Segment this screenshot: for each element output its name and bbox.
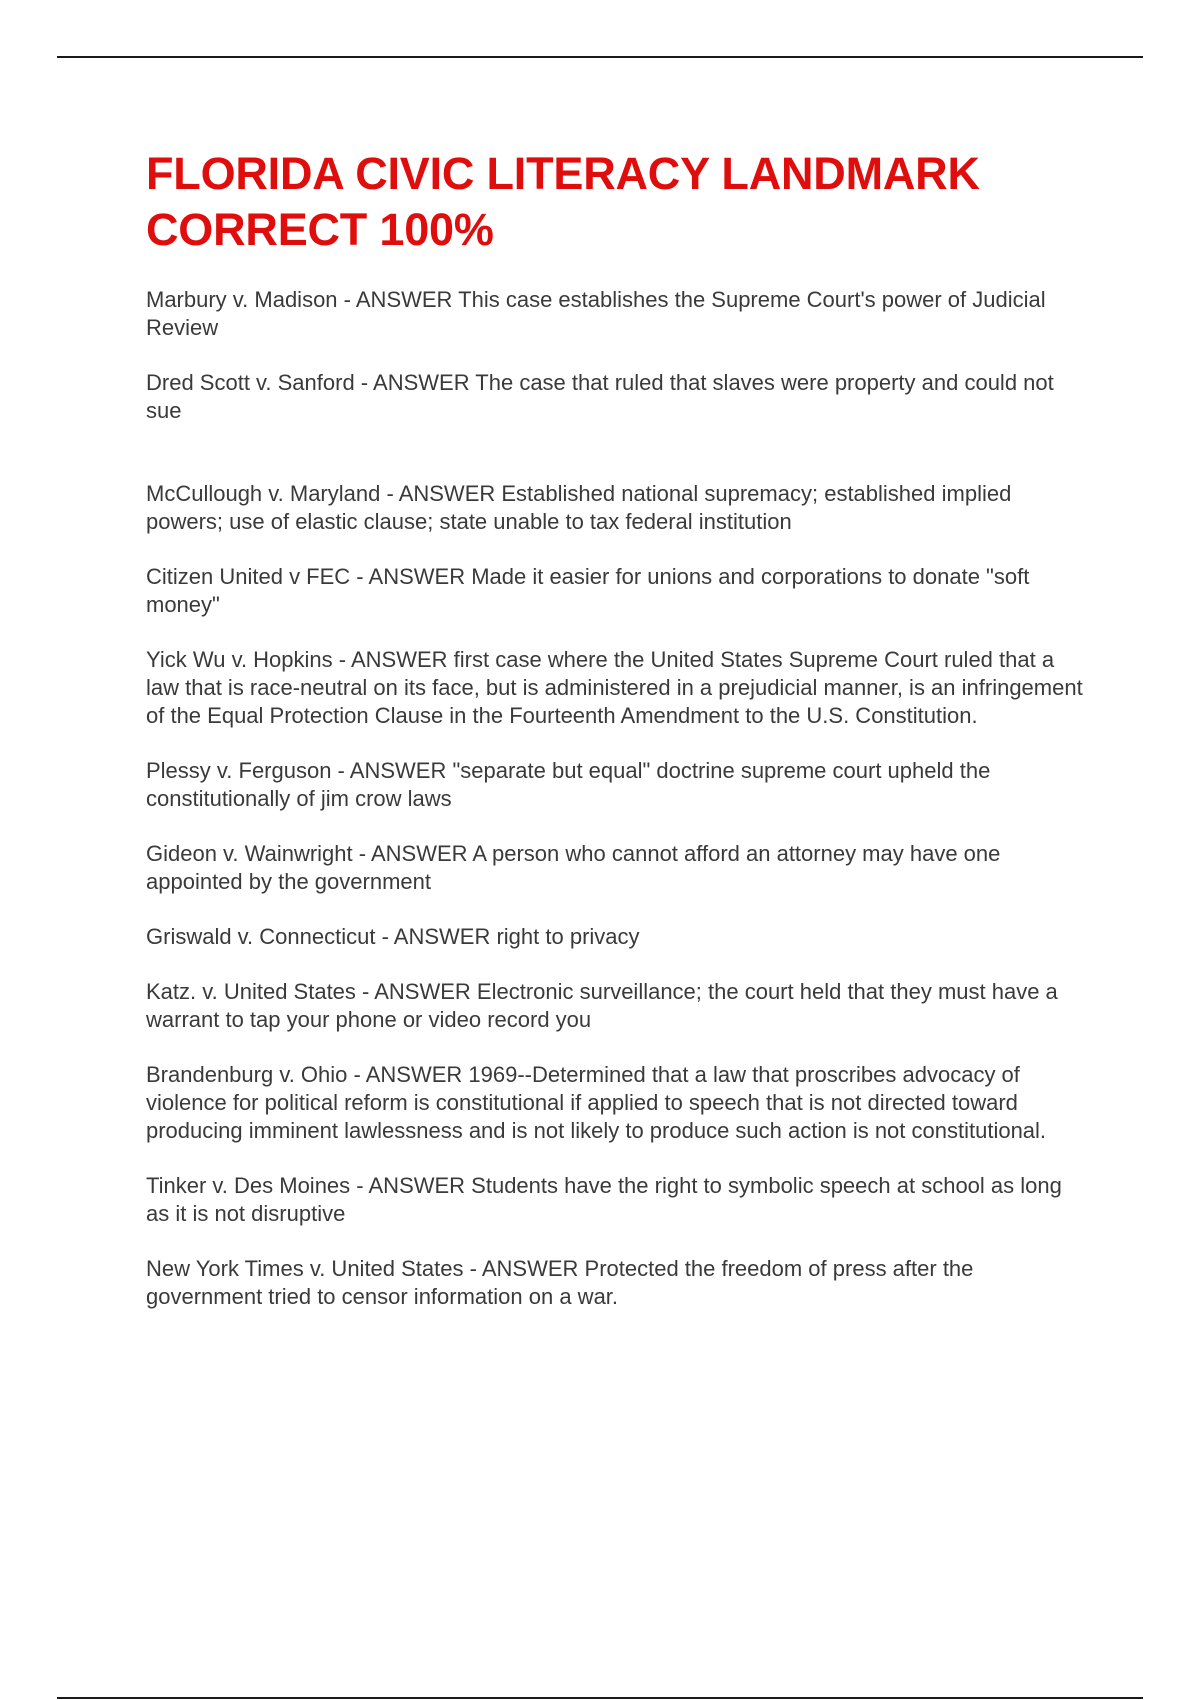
document-body: [146, 146, 1086, 1338]
entry-gideon: Gideon v. Wainwright - ANSWER A person who cannot afford an attorney may have one appointed by the government: [146, 841, 1001, 894]
entry-tinker: Tinker v. Des Moines - ANSWER Students have the right to symbolic speech at school as long as it is not disruptive: [146, 1173, 1062, 1226]
entry-brandenburg: Brandenburg v. Ohio - ANSWER 1969--Determined that a law that proscribes advocacy of violence for political reform is constitutional if applied to speech that is not directed toward producing imminent lawlessness and is not likely to produce such action is not constitutional.: [146, 1062, 1047, 1143]
entry-ny-times: New York Times v. United States - ANSWER Protected the freedom of press after the government tried to censor information on a war.: [146, 1256, 974, 1309]
entry-yick-wu: Yick Wu v. Hopkins - ANSWER first case where the United States Supreme Court ruled that a law that is race-neutral on its face, but is administered in a prejudicial manner, is an infringement of the Equal Protection Clause in the Fourteenth Amendment to the U.S. Constitution.: [146, 647, 1083, 728]
entry-marbury: Marbury v. Madison - ANSWER This case establishes the Supreme Court's power of Judicial Review: [146, 287, 1046, 340]
entry-katz: Katz. v. United States - ANSWER Electronic surveillance; the court held that they must have a warrant to tap your phone or video record you: [146, 979, 1058, 1032]
top-divider: [57, 56, 1143, 58]
document-title: FLORIDA CIVIC LITERACY LANDMARK CORRECT 100%: [146, 148, 980, 255]
entry-mccullough: McCullough v. Maryland - ANSWER Established national supremacy; established implied powers; use of elastic clause; state unable to tax federal institution: [146, 481, 1012, 534]
entry-citizens-united: Citizen United v FEC - ANSWER Made it easier for unions and corporations to donate "soft money": [146, 564, 1030, 617]
bottom-divider: [57, 1697, 1143, 1699]
entry-dred-scott: Dred Scott v. Sanford - ANSWER The case that ruled that slaves were property and could not sue: [146, 370, 1054, 423]
entry-griswald: Griswald v. Connecticut - ANSWER right to privacy: [146, 924, 640, 949]
entry-plessy: Plessy v. Ferguson - ANSWER "separate but equal" doctrine supreme court upheld the constitutionally of jim crow laws: [146, 758, 991, 811]
